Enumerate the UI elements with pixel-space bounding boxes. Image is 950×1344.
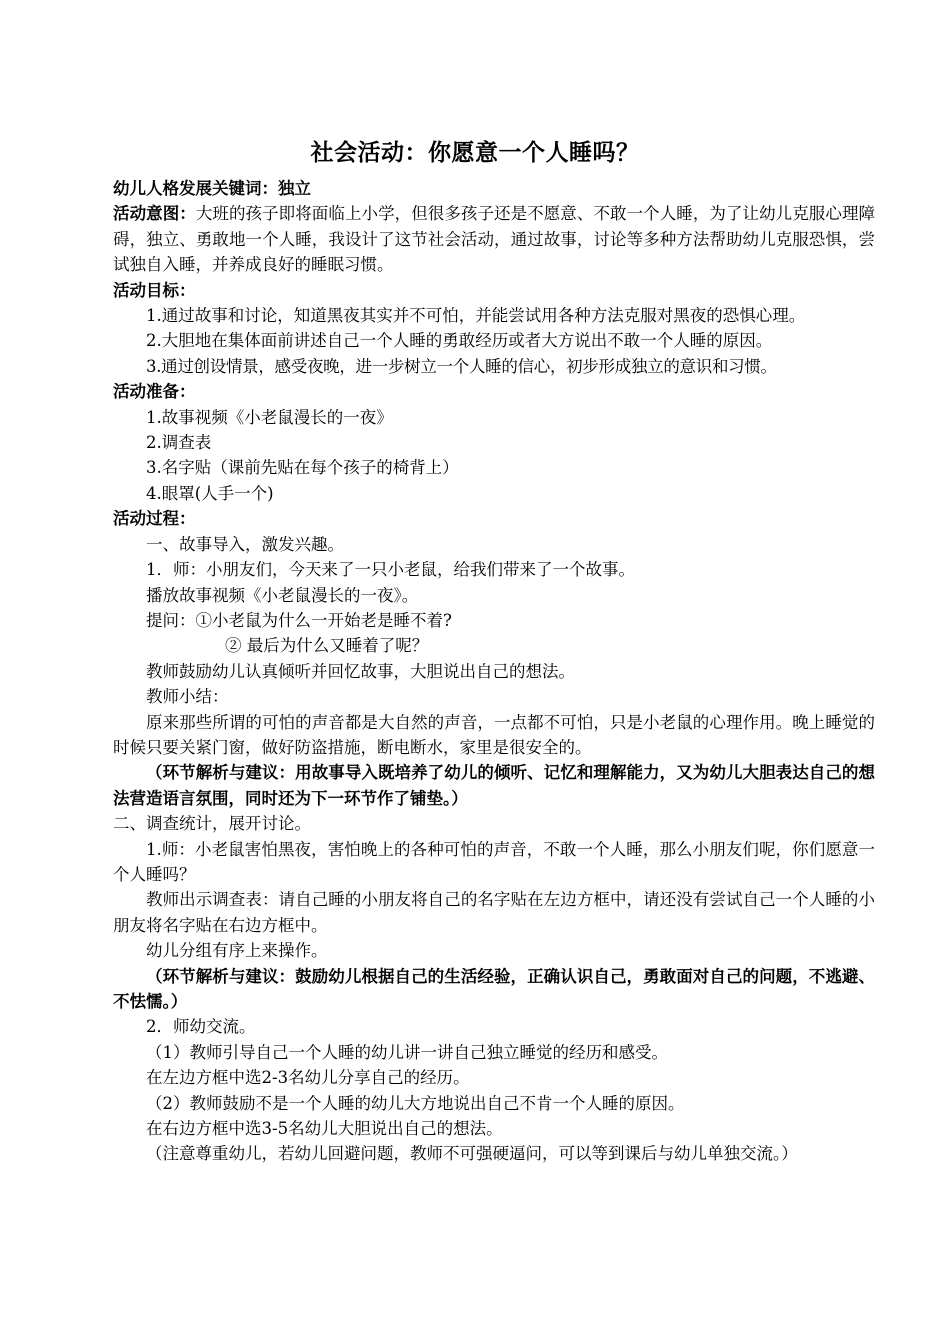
intent-paragraph [113, 201, 875, 277]
prep-item: 2.调查表 [146, 433, 212, 453]
goal-item: 2.大胆地在集体面前讲述自己一个人睡的勇敢经历或者大方说出不敢一个人睡的原因。 [146, 331, 773, 351]
process-line: 教师鼓励幼儿认真倾听并回忆故事，大胆说出自己的想法。 [146, 661, 575, 681]
section-2-title: 二、调查统计，展开讨论。 [113, 814, 311, 834]
intent-text: 大班的孩子即将面临上小学，但很多孩子还是不愿意、不敢一个人睡，为了让幼儿克服心理障碍，独立、勇敢地一个人睡，我设计了这节社会活动，通过故事，讨论等多种方法帮助幼儿克服恐惧，尝试独自入睡，并养成良好的睡眠习惯。 [113, 204, 876, 275]
process-paragraph: 教师出示调查表：请自己睡的小朋友将自己的名字贴在左边方框中，请还没有尝试自己一个人睡的小朋友将名字贴在右边方框中。 [113, 890, 875, 935]
process-line: （2）教师鼓励不是一个人睡的幼儿大方地说出自己不肯一个人睡的原因。 [146, 1093, 685, 1113]
process-line: 1．师：小朋友们，今天来了一只小老鼠，给我们带来了一个故事。 [146, 560, 635, 580]
prep-heading: 活动准备： [113, 382, 196, 402]
analysis-note: （环节解析与建议：鼓励幼儿根据自己的生活经验，正确认识自己，勇敢面对自己的问题，不逃避、不怯懦。） [113, 966, 875, 1011]
goals-heading: 活动目标： [113, 280, 196, 300]
process-line: （1）教师引导自己一个人睡的幼儿讲一讲自己独立睡觉的经历和感受。 [146, 1042, 668, 1062]
process-paragraph: 1.师：小老鼠害怕黑夜，害怕晚上的各种可怕的声音，不敢一个人睡，那么小朋友们呢，你们愿意一个人睡吗？ [113, 839, 875, 884]
process-paragraph: （注意尊重幼儿，若幼儿回避问题，教师不可强硬逼问，可以等到课后与幼儿单独交流。） [146, 1144, 798, 1164]
process-line: 播放故事视频《小老鼠漫长的一夜》。 [146, 585, 419, 605]
keywords-line [113, 176, 875, 201]
process-paragraph: 原来那些所谓的可怕的声音都是大自然的声音，一点都不可怕，只是小老鼠的心理作用。晚上睡觉的时候只要关紧门窗，做好防盗措施，断电断水，家里是很安全的。 [113, 712, 875, 757]
prep-item: 4.眼罩(人手一个) [146, 483, 274, 503]
document-body [113, 176, 875, 1167]
question-line: 提问：①小老鼠为什么一开始老是睡不着? [146, 610, 452, 630]
intent-label: 活动意图： [113, 204, 196, 224]
process-line: 在右边方框中选3-5名幼儿大胆说出自己的想法。 [146, 1119, 503, 1139]
page-title: 社会活动：你愿意一个人睡吗？ [310, 140, 640, 166]
process-line: 在左边方框中选2-3名幼儿分享自己的经历。 [146, 1068, 470, 1088]
prep-item: 3.名字贴（课前先贴在每个孩子的椅背上） [146, 458, 459, 478]
prep-item: 1.故事视频《小老鼠漫长的一夜》 [146, 407, 393, 427]
process-line: 教师小结： [146, 687, 229, 707]
keywords-label: 幼儿人格发展关键词： [113, 179, 278, 198]
question-line: ② 最后为什么又睡着了呢？ [225, 636, 429, 656]
section-1-title: 一、故事导入，激发兴趣。 [146, 534, 344, 554]
goal-item: 3.通过创设情景，感受夜晚，进一步树立一个人睡的信心，初步形成独立的意识和习惯。 [146, 356, 777, 376]
keywords-value: 独立 [278, 179, 311, 198]
process-line: 2．师幼交流。 [146, 1017, 256, 1037]
goal-item: 1.通过故事和讨论，知道黑夜其实并不可怕，并能尝试用各种方法克服对黑夜的恐惧心理。 [146, 306, 806, 326]
analysis-note: （环节解析与建议：用故事导入既培养了幼儿的倾听、记忆和理解能力，又为幼儿大胆表达自己的想法营造语言氛围，同时还为下一环节作了铺垫。） [113, 763, 875, 808]
process-heading: 活动过程： [113, 509, 196, 529]
process-line: 幼儿分组有序上来操作。 [146, 941, 328, 961]
